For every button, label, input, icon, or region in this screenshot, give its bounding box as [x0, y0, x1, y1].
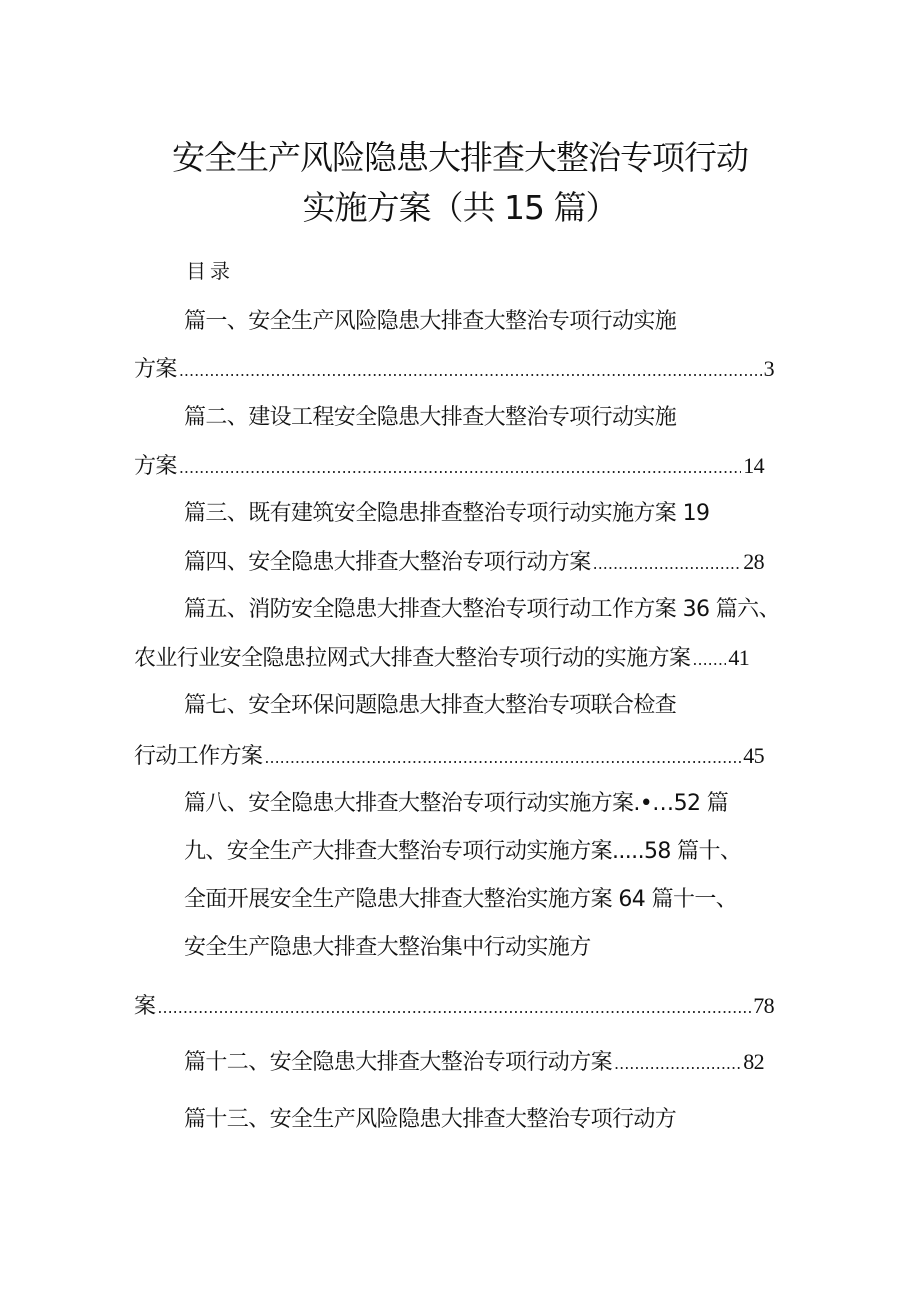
dot-leader [593, 548, 742, 580]
toc-entry-4[interactable] [184, 546, 764, 580]
toc-entry-2-line-1: 篇二、建设工程安全隐患大排查大整治专项行动实施 [184, 405, 677, 430]
toc-entry-1-line-1: 篇一、安全生产风险隐患大排查大整治专项行动实施 [184, 309, 677, 334]
toc-entry-text: 方案 [134, 357, 177, 382]
dot-leader [157, 992, 751, 1024]
toc-page-number: 28 [743, 549, 764, 574]
toc-entry-7-line-1: 篇七、安全环保问题隐患大排查大整治专项联合检查 [184, 693, 677, 718]
dot-leader [179, 355, 762, 387]
toc-heading: 目录 [186, 259, 234, 283]
dot-leader [614, 1048, 741, 1080]
toc-entry-13[interactable]: 篇十三、安全生产风险隐患大排查大整治专项行动方 [184, 1107, 677, 1132]
toc-page-number: 45 [743, 743, 764, 768]
dot-leader [692, 644, 726, 676]
toc-entry-text: 方案 [134, 454, 177, 479]
toc-entry-8[interactable]: 篇八、安全隐患大排查大整治专项行动实施方案.•…52 篇 [184, 791, 729, 816]
toc-entry-text: 案 [134, 994, 156, 1019]
toc-entry-3[interactable]: 篇三、既有建筑安全隐患排查整治专项行动实施方案 19 [184, 501, 710, 526]
toc-entry-text: 农业行业安全隐患拉网式大排查大整治专项行动的实施方案 [134, 646, 691, 671]
document-title-line-1: 安全生产风险隐患大排查大整治专项行动 [172, 138, 748, 177]
toc-entry-7-line-2[interactable] [134, 740, 764, 774]
toc-page-number: 14 [743, 453, 764, 478]
toc-page-number: 41 [728, 645, 750, 670]
toc-entry-text: 篇四、安全隐患大排查大整治专项行动方案 [184, 550, 591, 575]
toc-entry-1-line-2[interactable] [134, 353, 774, 387]
toc-entry-6[interactable] [134, 642, 794, 676]
dot-leader [179, 452, 741, 484]
document-title-line-2: 实施方案（共 15 篇） [302, 188, 618, 227]
dot-leader [264, 742, 741, 774]
toc-entry-10[interactable]: 全面开展安全生产隐患大排查大整治实施方案 64 篇十一、 [184, 887, 738, 912]
toc-entry-text: 行动工作方案 [134, 744, 263, 769]
toc-page-number: 78 [753, 993, 774, 1018]
toc-entry-9[interactable]: 九、安全生产大排查大整治专项行动实施方案.....58 篇十、 [184, 839, 742, 864]
toc-entry-12[interactable] [184, 1046, 764, 1080]
toc-entry-text: 篇十二、安全隐患大排查大整治专项行动方案 [184, 1050, 613, 1075]
toc-entry-11-line-2[interactable] [134, 990, 774, 1024]
toc-page-number: 82 [743, 1049, 764, 1074]
toc-page-number: 3 [763, 356, 774, 381]
toc-entry-2-line-2[interactable] [134, 450, 764, 484]
toc-entry-5[interactable]: 篇五、消防安全隐患大排查大整治专项行动工作方案 36 篇六、 [184, 597, 780, 622]
toc-entry-11-line-1: 安全生产隐患大排查大整治集中行动实施方 [184, 935, 591, 960]
